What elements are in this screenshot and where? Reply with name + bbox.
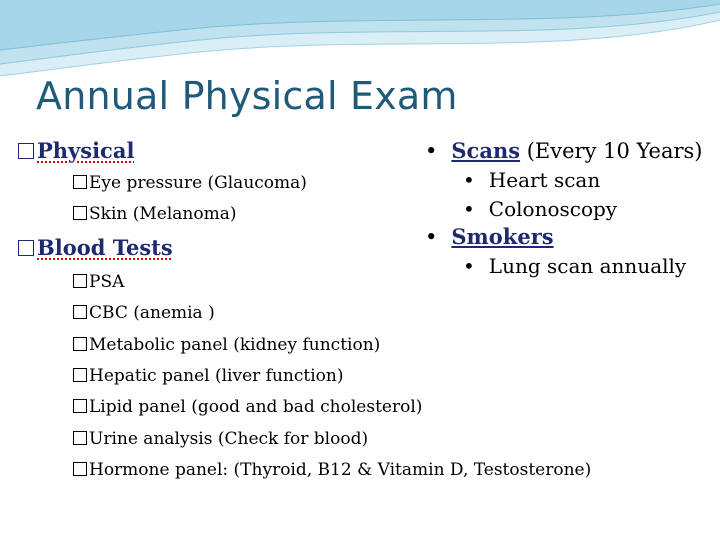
blood-test-item: Hepatic panel (liver function) (73, 366, 343, 386)
checkbox-glyph-icon (73, 305, 87, 319)
slide-title: Annual Physical Exam (36, 74, 458, 118)
checkbox-glyph-icon (73, 368, 87, 382)
physical-item: Skin (Melanoma) (73, 204, 236, 224)
blood-test-item: Hormone panel: (Thyroid, B12 & Vitamin D, Testosterone) (73, 460, 591, 480)
blood-tests-heading: Blood Tests (18, 235, 173, 260)
scans-heading: • Scans (Every 10 Years) (425, 138, 703, 163)
checkbox-glyph-icon (73, 337, 87, 351)
bullet-icon: • (463, 254, 475, 278)
checkbox-glyph-icon (73, 462, 87, 476)
checkbox-glyph-icon (73, 431, 87, 445)
checkbox-glyph-icon (73, 206, 87, 220)
blood-test-item: CBC (anemia ) (73, 303, 215, 323)
checkbox-glyph-icon (73, 274, 87, 288)
blood-test-item: Metabolic panel (kidney function) (73, 335, 380, 355)
checkbox-glyph-icon (73, 175, 87, 189)
blood-test-item: PSA (73, 272, 124, 292)
scans-item: • Heart scan (463, 168, 601, 192)
checkbox-glyph-icon (18, 240, 34, 256)
physical-heading: Physical (18, 138, 134, 163)
blood-test-item: Urine analysis (Check for blood) (73, 429, 368, 449)
smokers-item: • Lung scan annually (463, 254, 687, 278)
scans-item: • Colonoscopy (463, 197, 618, 221)
smokers-heading: • Smokers (425, 224, 554, 249)
bullet-icon: • (463, 197, 475, 221)
bullet-icon: • (425, 225, 438, 249)
blood-test-item: Lipid panel (good and bad cholesterol) (73, 397, 422, 417)
bullet-icon: • (463, 168, 475, 192)
physical-item: Eye pressure (Glaucoma) (73, 173, 307, 193)
bullet-icon: • (425, 139, 438, 163)
checkbox-glyph-icon (73, 399, 87, 413)
checkbox-glyph-icon (18, 143, 34, 159)
